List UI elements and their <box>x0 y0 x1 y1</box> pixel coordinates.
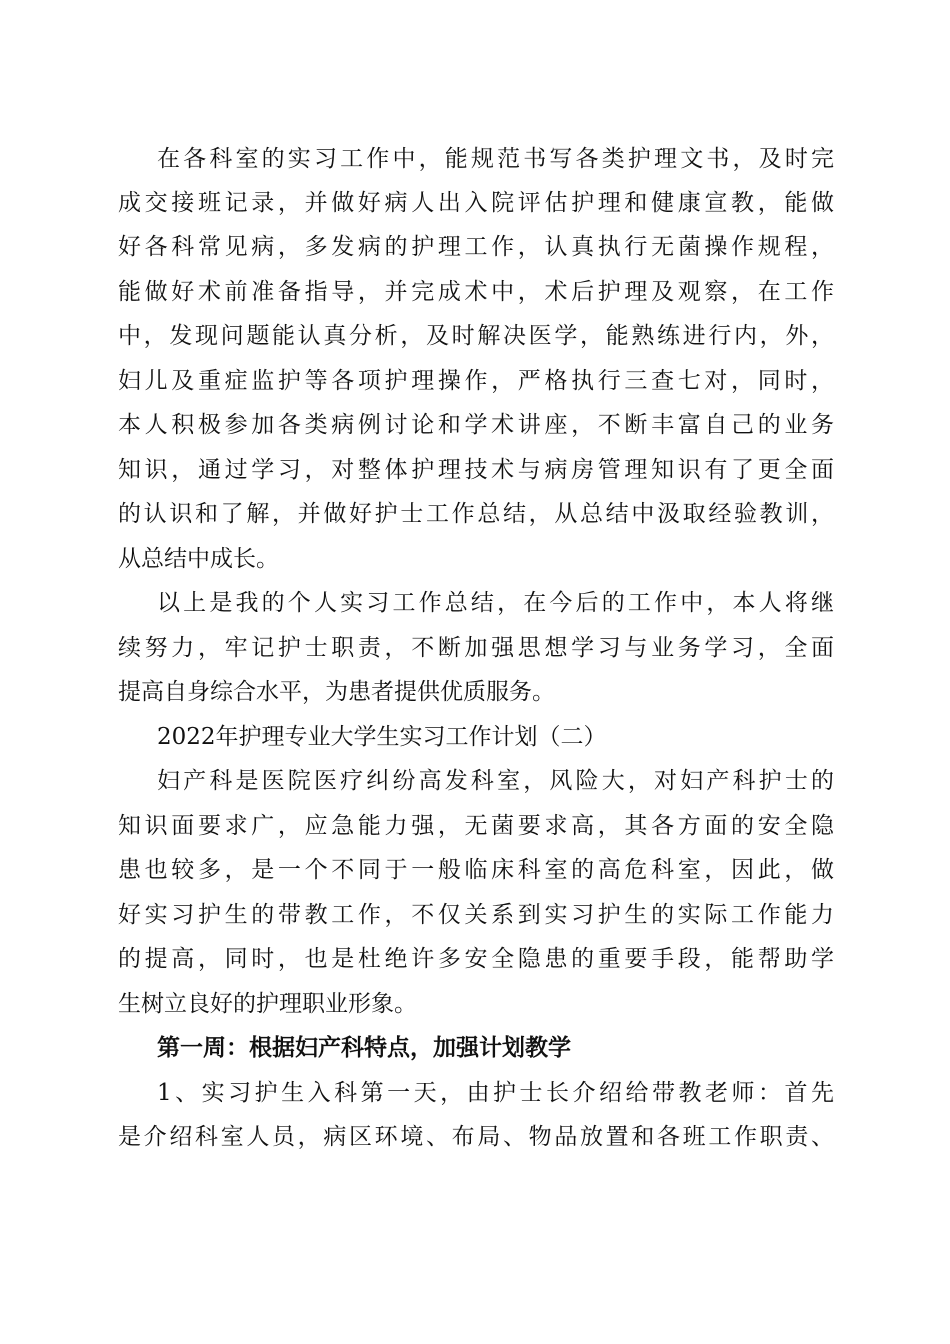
paragraph-line: 生树立良好的护理职业形象。 <box>118 991 417 1017</box>
paragraph-line: 中，发现问题能认真分析，及时解决医学，能熟练进行内，外， <box>118 323 834 349</box>
paragraph-line: 的认识和了解，并做好护士工作总结，从总结中汲取经验教训， <box>118 501 834 527</box>
paragraph-line: 知识面要求广，应急能力强，无菌要求高，其各方面的安全隐 <box>118 813 834 839</box>
paragraph-line: 以上是我的个人实习工作总结，在今后的工作中，本人将继 <box>157 590 834 616</box>
paragraph-line: 1、实习护生入科第一天，由护士长介绍给带教老师：首先 <box>157 1080 834 1106</box>
paragraph-line: 妇产科是医院医疗纠纷高发科室，风险大，对妇产科护士的 <box>157 768 834 794</box>
paragraph-line: 从总结中成长。 <box>118 546 279 572</box>
paragraph-line: 成交接班记录，并做好病人出入院评估护理和健康宣教，能做 <box>118 190 834 216</box>
paragraph-line: 本人积极参加各类病例讨论和学术讲座，不断丰富自己的业务 <box>118 412 834 438</box>
week-heading: 第一周：根据妇产科特点，加强计划教学 <box>157 1034 571 1061</box>
paragraph-line: 知识，通过学习，对整体护理技术与病房管理知识有了更全面 <box>118 457 834 483</box>
paragraph-line: 好各科常见病，多发病的护理工作，认真执行无菌操作规程， <box>118 234 834 260</box>
paragraph-line: 妇儿及重症监护等各项护理操作，严格执行三查七对，同时， <box>118 368 834 394</box>
paragraph-line: 在各科室的实习工作中，能规范书写各类护理文书，及时完 <box>157 146 834 172</box>
paragraph-line: 提高自身综合水平，为患者提供优质服务。 <box>118 679 555 705</box>
paragraph-line: 的提高，同时，也是杜绝许多安全隐患的重要手段，能帮助学 <box>118 946 834 972</box>
section-title: 2022年护理专业大学生实习工作计划（二） <box>157 724 607 750</box>
paragraph-line: 患也较多，是一个不同于一般临床科室的高危科室，因此，做 <box>118 857 834 883</box>
paragraph-line: 好实习护生的带教工作，不仅关系到实习护生的实际工作能力 <box>118 902 834 928</box>
paragraph-line: 能做好术前准备指导，并完成术中，术后护理及观察，在工作 <box>118 279 834 305</box>
paragraph-line: 续努力，牢记护士职责，不断加强思想学习与业务学习，全面 <box>118 635 834 661</box>
paragraph-line: 是介绍科室人员，病区环境、布局、物品放置和各班工作职责、 <box>118 1124 834 1150</box>
